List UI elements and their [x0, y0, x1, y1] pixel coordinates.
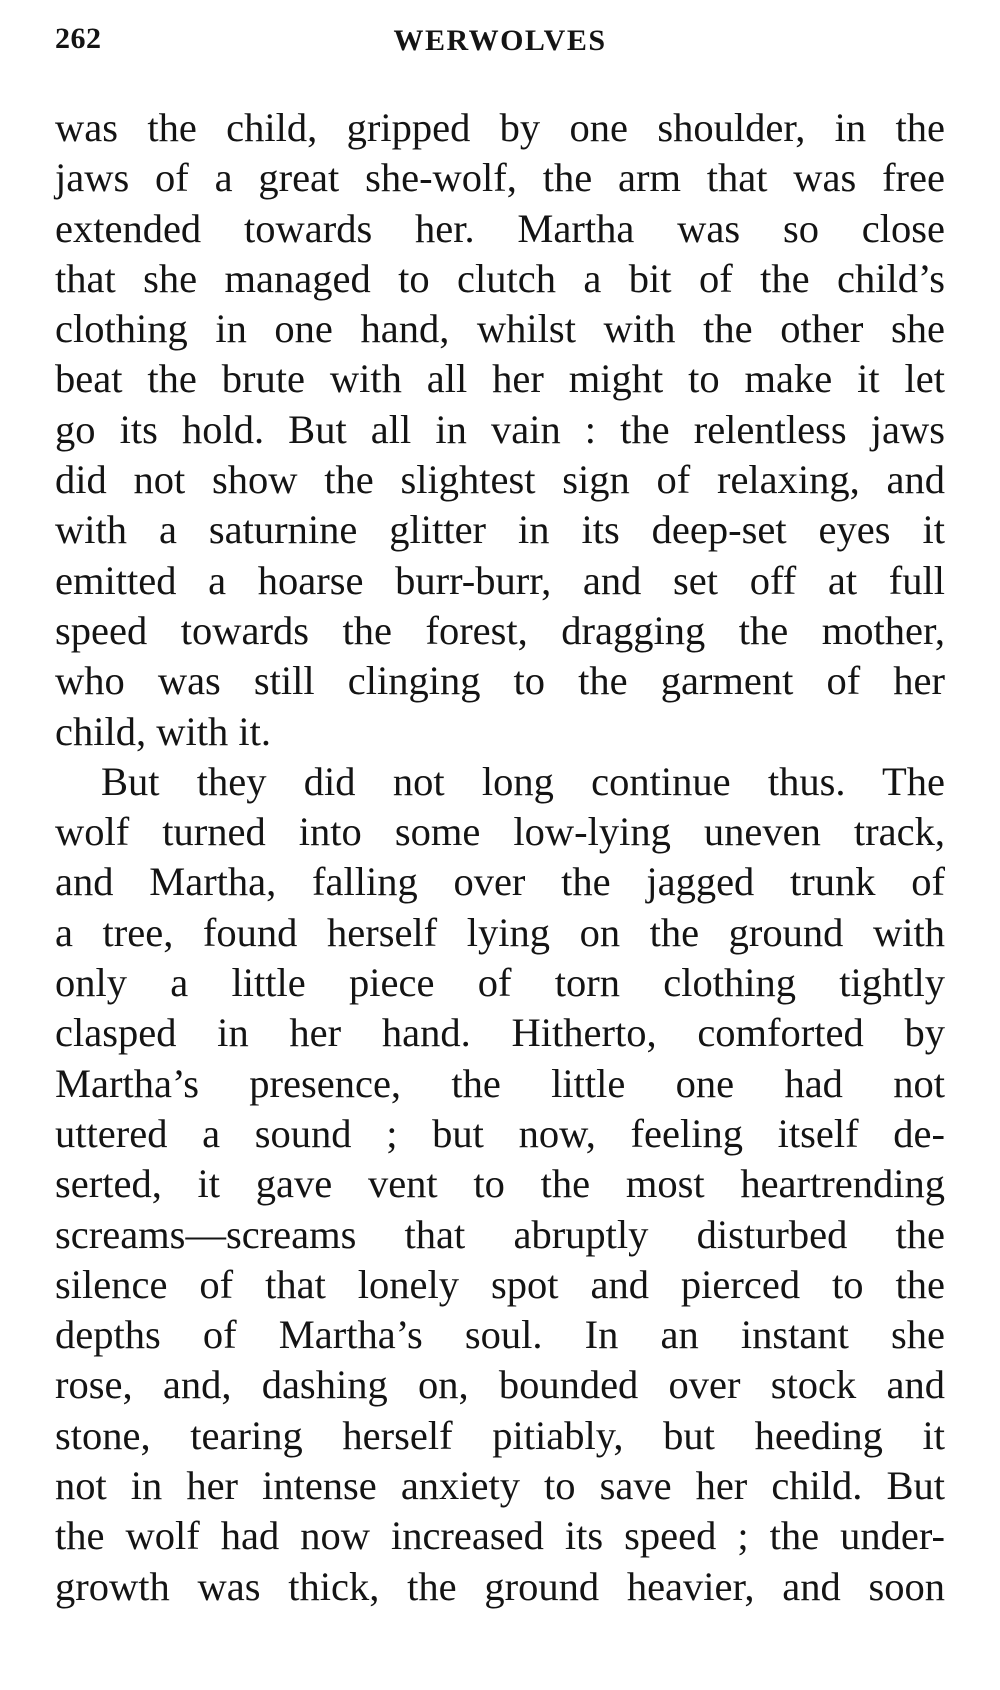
text-line: serted, it gave vent to the most heartrending [55, 1161, 945, 1207]
body-text [55, 103, 945, 1612]
text-line: only a little piece of torn clothing tightly [55, 960, 945, 1006]
text-line: the wolf had now increased its speed ; the under- [55, 1513, 945, 1559]
text-line: But they did not long continue thus. The [101, 758, 945, 804]
text-line: with a saturnine glitter in its deep-set eyes it [55, 507, 945, 553]
text-line: jaws of a great she-wolf, the arm that was free [55, 155, 945, 201]
text-line: not in her intense anxiety to save her child. But [55, 1463, 945, 1509]
text-line: uttered a sound ; but now, feeling itself de- [55, 1110, 945, 1156]
text-line: growth was thick, the ground heavier, and soon [55, 1563, 945, 1609]
text-line: and Martha, falling over the jagged trunk of [55, 859, 945, 905]
text-line: emitted a hoarse burr-burr, and set off at full [55, 557, 945, 603]
page-header [55, 18, 945, 68]
text-line: depths of Martha’s soul. In an instant she [55, 1312, 945, 1358]
text-line: stone, tearing herself pitiably, but heeding it [55, 1412, 945, 1458]
text-line: silence of that lonely spot and pierced to the [55, 1261, 945, 1307]
text-line: who was still clinging to the garment of her [55, 658, 945, 704]
text-line: speed towards the forest, dragging the mother, [55, 607, 945, 653]
text-line: child, with it. [55, 708, 271, 754]
text-line: wolf turned into some low-lying uneven track, [55, 809, 945, 855]
text-line: extended towards her. Martha was so close [55, 205, 945, 251]
text-line: screams—screams that abruptly disturbed the [55, 1211, 945, 1257]
text-line: was the child, gripped by one shoulder, in the [55, 105, 945, 150]
page-number: 262 [55, 22, 102, 55]
text-line: clasped in her hand. Hitherto, comforted by [55, 1010, 945, 1056]
text-line: beat the brute with all her might to make it let [55, 356, 945, 402]
text-line: clothing in one hand, whilst with the other she [55, 306, 945, 352]
text-line: did not show the slightest sign of relaxing, and [55, 457, 945, 503]
text-line: go its hold. But all in vain : the relentless jaws [55, 406, 945, 452]
text-line: Martha’s presence, the little one had not [55, 1060, 945, 1106]
text-line: a tree, found herself lying on the ground with [55, 909, 945, 955]
text-line: that she managed to clutch a bit of the child’s [55, 255, 945, 301]
running-head: WERWOLVES [393, 24, 607, 57]
text-line: rose, and, dashing on, bounded over stock and [55, 1362, 945, 1408]
